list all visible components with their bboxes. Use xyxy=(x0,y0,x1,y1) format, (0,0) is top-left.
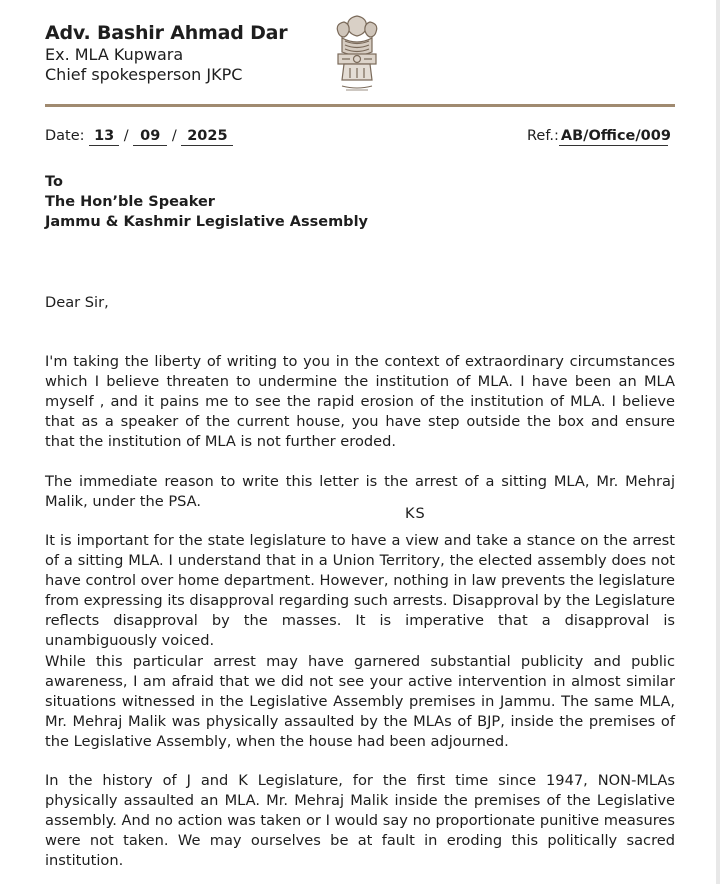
letterhead-divider xyxy=(45,104,675,107)
date-separator-2: / xyxy=(171,128,177,144)
address-to: To xyxy=(45,174,63,190)
sender-role: Chief spokesperson JKPC xyxy=(45,65,243,84)
address-recipient: The Hon’ble Speaker xyxy=(45,194,215,210)
sender-designation: Ex. MLA Kupwara xyxy=(45,45,184,64)
body-paragraph-5: In the history of J and K Legislature, for the first time since 1947, NON-MLAs physically assaulted an MLA. Mr. Mehraj Malik inside the premises of the Legislative assembly. And no action was taken or I would say no proportionate punitive measures were not taken. We may ourselves be at fault in eroding this politically sacred institution. xyxy=(45,772,675,869)
body-paragraph-4: While this particular arrest may have garnered substantial publicity and public awareness, I am afraid that we did not see your active intervention in almost similar situations witnessed in the Legislative Assembly premises in Jammu. The same MLA, Mr. Mehraj Malik was physically assaulted by the MLAs of BJP, inside the premises of the Legislative Assembly, when the house had been adjourned. xyxy=(45,653,675,750)
body-paragraph-3: It is important for the state legislature to have a view and take a stance on the arrest of a sitting MLA. I understand that in a Union Territory, the elected assembly does not have control over home department. However, nothing in law prevents the legislature from expressing its disapproval regarding such arrests. Disapproval by the Legislature reflects disapproval by the masses. It is imperative that a disapproval is unambiguously voiced. xyxy=(45,532,675,649)
date-label: Date: xyxy=(45,128,85,144)
date-month: 09 xyxy=(133,128,167,146)
date-day: 13 xyxy=(89,128,119,146)
page-edge xyxy=(716,0,720,884)
reference-field xyxy=(527,128,671,146)
date-field xyxy=(45,128,233,146)
national-emblem-icon xyxy=(328,8,386,96)
ref-value: AB/Office/009 xyxy=(560,128,671,144)
address-organization: Jammu & Kashmir Legislative Assembly xyxy=(45,214,368,230)
ref-label: Ref.: xyxy=(527,128,559,144)
date-year: 2025 xyxy=(181,128,233,146)
sender-name: Adv. Bashir Ahmad Dar xyxy=(45,22,288,44)
date-separator: / xyxy=(123,128,129,144)
initials-watermark: KS xyxy=(405,506,426,522)
body-paragraph-1: I'm taking the liberty of writing to you in the context of extraordinary circumstances which I believe threaten to undermine the institution of MLA. I have been an MLA myself , and it pains me to see the rapid erosion of the institution of MLA. I believe that as a speaker of the current house, you have step outside the box and ensure that the institution of MLA is not further eroded. xyxy=(45,353,675,450)
salutation: Dear Sir, xyxy=(45,294,109,311)
body-paragraph-2: The immediate reason to write this letter is the arrest of a sitting MLA, Mr. Mehraj Malik, under the PSA. xyxy=(45,473,675,510)
